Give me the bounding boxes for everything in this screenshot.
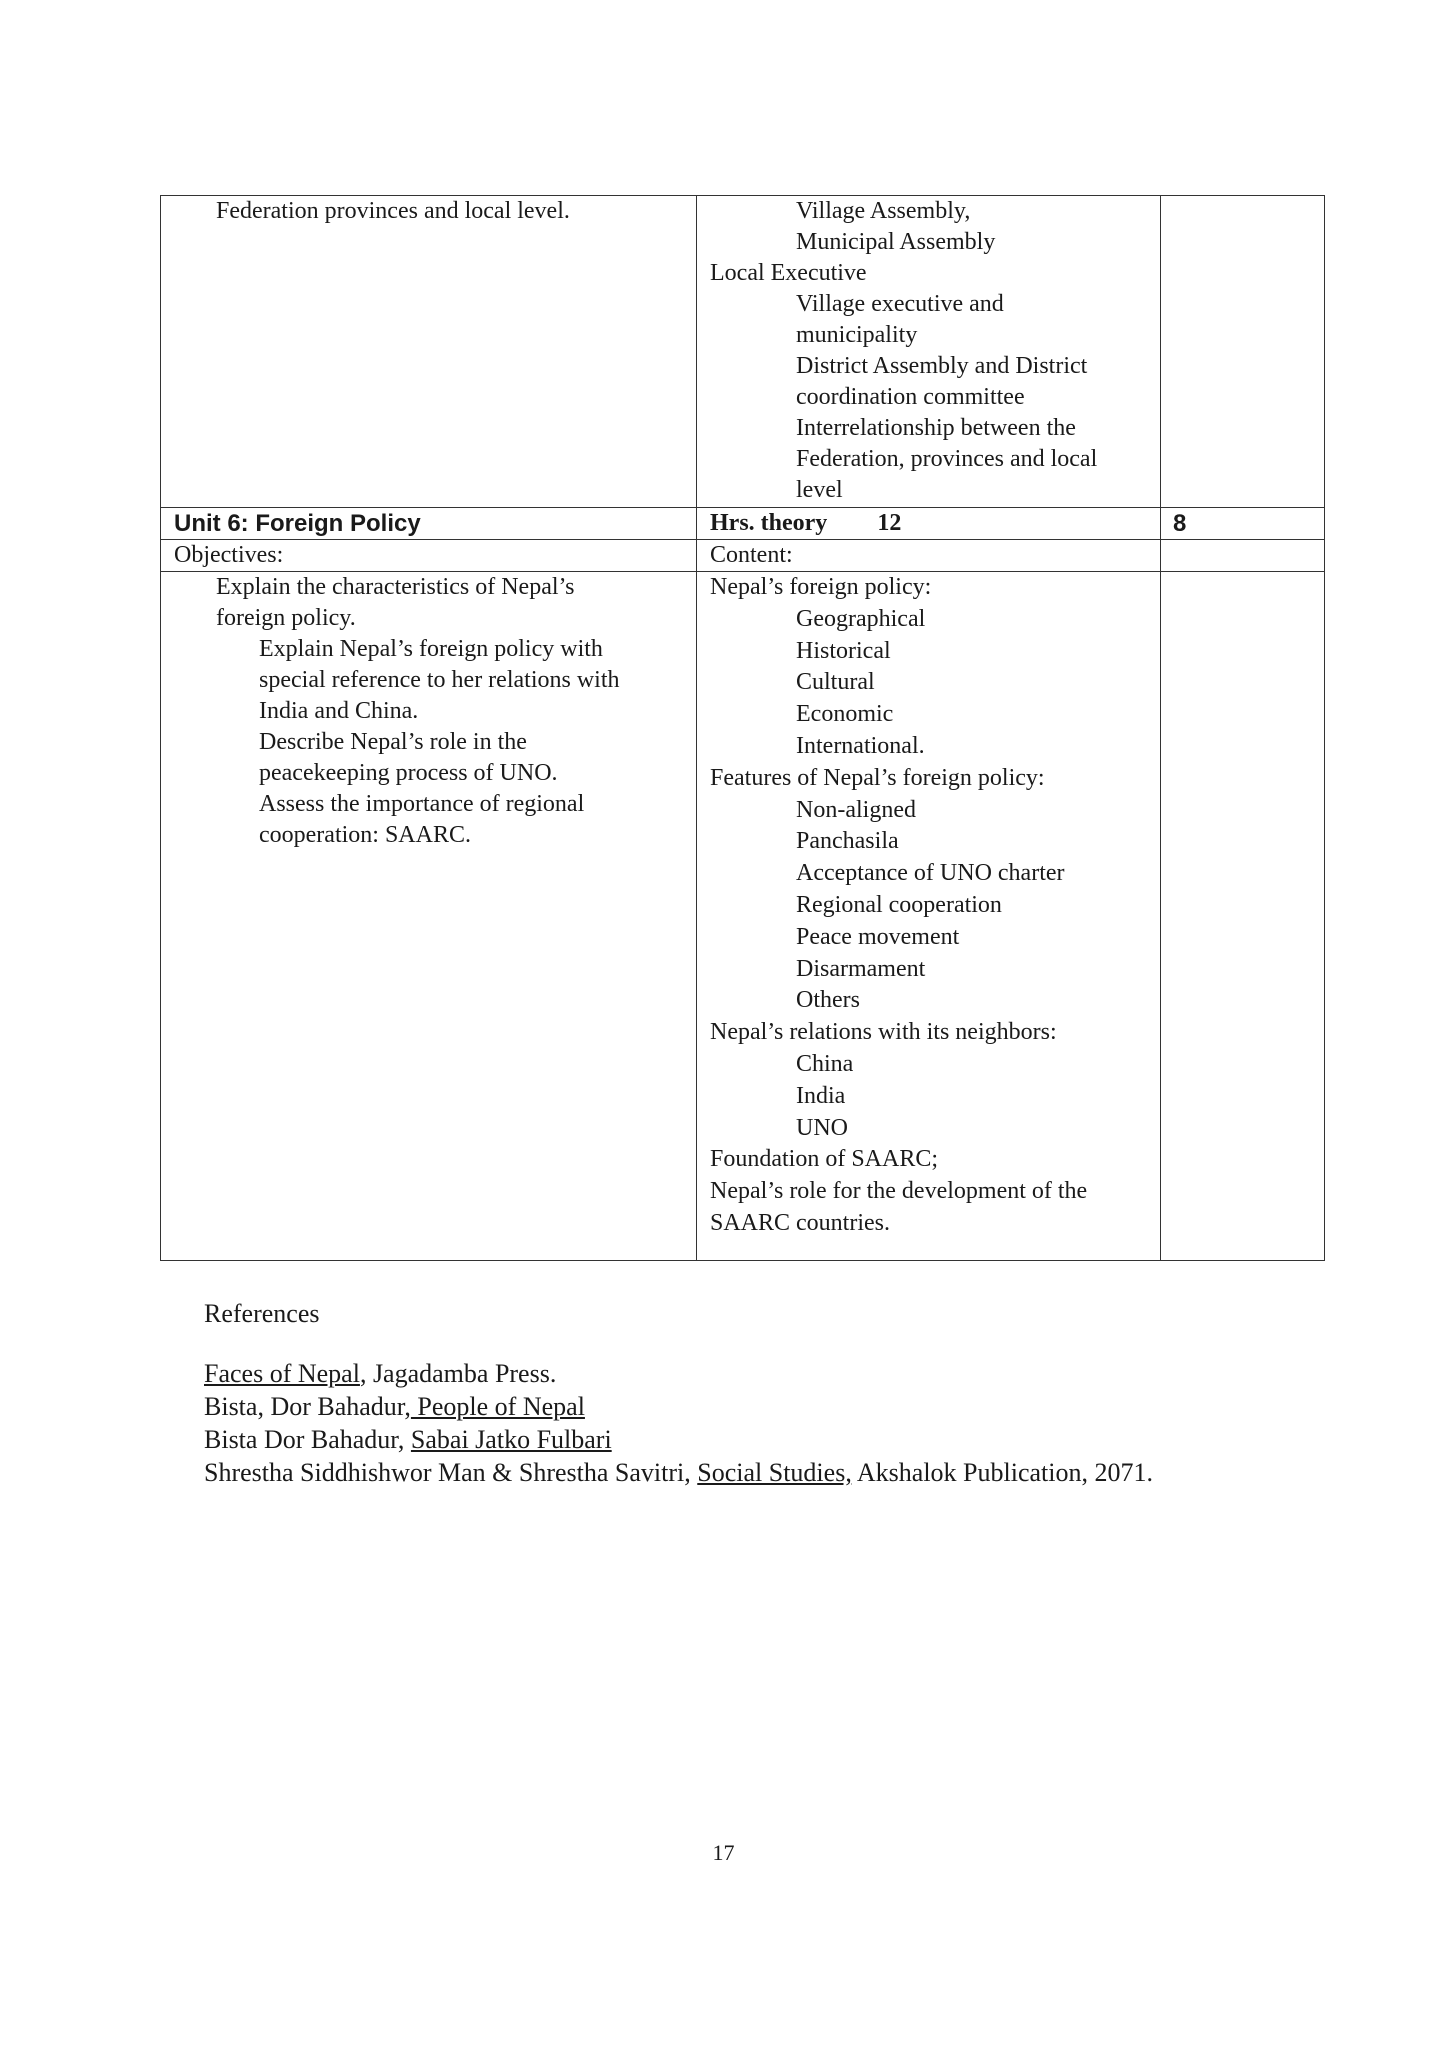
list-item: SAARC countries. xyxy=(710,1209,890,1236)
references-heading: References xyxy=(204,1299,320,1328)
list-item: Explain the characteristics of Nepal’s xyxy=(216,574,575,600)
list-item: Non-aligned xyxy=(796,796,916,823)
reference-text: Bista, Dor Bahadur, xyxy=(204,1392,411,1421)
list-item: UNO xyxy=(796,1114,848,1141)
list-item: Foundation of SAARC; xyxy=(710,1146,939,1173)
list-item: Features of Nepal’s foreign policy: xyxy=(710,764,1045,791)
list-item: Cultural xyxy=(796,669,875,696)
hours-cell xyxy=(697,508,1161,540)
list-item: foreign policy. xyxy=(216,605,356,631)
list-item: Acceptance of UNO charter xyxy=(796,860,1065,887)
reference-title: Sabai Jatko Fulbari xyxy=(410,1425,612,1454)
list-item: India xyxy=(796,1082,846,1109)
content-list xyxy=(697,572,1160,1240)
objectives-cell xyxy=(161,572,697,1261)
list-item: Nepal’s relations with its neighbors: xyxy=(710,1019,1057,1046)
list-item: International. xyxy=(796,732,925,759)
unit-row xyxy=(161,508,1325,540)
list-item: Explain Nepal’s foreign policy with xyxy=(259,636,603,662)
list-item: Disarmament xyxy=(796,955,926,982)
list-item: level xyxy=(796,477,843,503)
list-item: coordination committee xyxy=(796,384,1025,410)
content-label: Content: xyxy=(697,540,1161,572)
content-cell xyxy=(697,196,1161,508)
list-item: Interrelationship between the xyxy=(796,415,1076,441)
list-item: China xyxy=(796,1050,854,1077)
list-item: special reference to her relations with xyxy=(259,667,620,693)
marks-value: 8 xyxy=(1161,508,1325,540)
list-item: Nepal’s foreign policy: xyxy=(710,574,932,600)
list-item: Assess the importance of regional xyxy=(259,791,585,817)
list-item: Village Assembly, xyxy=(796,198,971,224)
references-section xyxy=(204,1297,1153,1489)
reference-title: People of Nepal xyxy=(410,1392,585,1421)
content-list xyxy=(697,196,1160,506)
reference-item xyxy=(204,1357,1153,1390)
reference-text: Bista Dor Bahadur, xyxy=(204,1425,411,1454)
list-item: Regional cooperation xyxy=(796,891,1002,918)
table-row xyxy=(161,572,1325,1261)
list-item: Federation, provinces and local xyxy=(796,446,1098,472)
reference-item xyxy=(204,1390,1153,1423)
list-item: peacekeeping process of UNO. xyxy=(259,760,558,786)
content-cell xyxy=(697,572,1161,1261)
reference-text: Shrestha Siddhishwor Man & Shrestha Savitri, xyxy=(204,1458,698,1487)
list-item: Local Executive xyxy=(710,260,867,286)
objective-text: Federation provinces and local level. xyxy=(216,198,570,224)
blank-cell xyxy=(1161,572,1325,1261)
list-item: India and China. xyxy=(259,698,419,724)
references-list xyxy=(204,1357,1153,1489)
list-item: Village executive and xyxy=(796,291,1004,317)
list-item: Municipal Assembly xyxy=(796,229,996,255)
reference-item xyxy=(204,1423,1153,1456)
list-item: Economic xyxy=(796,701,894,728)
header-row xyxy=(161,540,1325,572)
hours-value: 12 xyxy=(877,510,902,536)
reference-title: Social Studies, xyxy=(697,1458,852,1487)
list-item: municipality xyxy=(796,322,918,348)
page-number: 17 xyxy=(712,1840,735,1865)
list-item: Nepal’s role for the development of the xyxy=(710,1178,1088,1205)
reference-item xyxy=(204,1456,1153,1489)
reference-title: Faces of Nepal xyxy=(204,1359,360,1388)
list-item: Panchasila xyxy=(796,828,899,855)
objective-cell xyxy=(161,196,697,508)
list-item: Peace movement xyxy=(796,923,960,950)
list-item: Others xyxy=(796,987,860,1014)
blank-cell xyxy=(1161,540,1325,572)
list-item: cooperation: SAARC. xyxy=(259,822,471,848)
syllabus-table xyxy=(160,195,1325,1261)
reference-text: Akshalok Publication, 2071. xyxy=(851,1458,1153,1487)
objectives-label: Objectives: xyxy=(161,540,697,572)
reference-text: , Jagadamba Press. xyxy=(359,1359,557,1388)
objectives-list xyxy=(161,572,696,851)
list-item: Historical xyxy=(796,637,891,664)
table-row xyxy=(161,196,1325,508)
blank-cell xyxy=(1161,196,1325,508)
list-item: District Assembly and District xyxy=(796,353,1088,379)
list-item: Describe Nepal’s role in the xyxy=(259,729,527,755)
list-item: Geographical xyxy=(796,605,926,632)
unit-title: Unit 6: Foreign Policy xyxy=(161,508,697,540)
hours-label: Hrs. theory xyxy=(710,510,828,536)
